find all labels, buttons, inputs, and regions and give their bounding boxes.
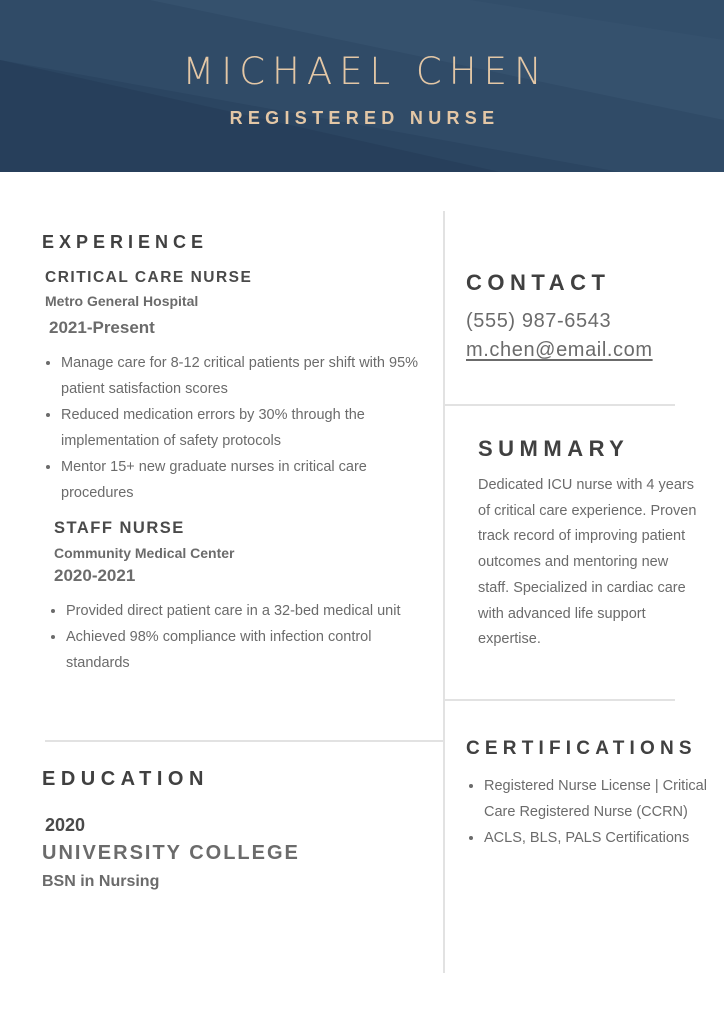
certifications-list	[468, 773, 708, 851]
education-school: UNIVERSITY COLLEGE	[42, 842, 300, 864]
contact-phone: (555) 987-6543	[466, 310, 612, 332]
contact-heading: CONTACT	[466, 270, 611, 295]
list-item: Provided direct patient care in a 32-bed medical unit	[50, 598, 410, 624]
summary-text: Dedicated ICU nurse with 4 years of critical care experience. Proven track record of improving patient outcomes and mentoring new staff. Specialized in cardiac care with advanced life support expertise.	[478, 477, 697, 648]
education-year: 2020	[45, 815, 86, 835]
job-dates: 2020-2021	[54, 566, 136, 585]
summary-certifications-divider	[445, 699, 675, 701]
education-heading: EDUCATION	[42, 768, 209, 790]
job-dates: 2021-Present	[49, 318, 155, 337]
job-bullet-list	[45, 350, 440, 506]
job-title: CRITICAL CARE NURSE	[45, 269, 253, 286]
job-bullet-list	[50, 598, 410, 676]
resume-header	[0, 0, 724, 172]
job-organization: Community Medical Center	[54, 545, 235, 561]
list-item: ACLS, BLS, PALS Certifications	[468, 825, 708, 851]
list-item: Manage care for 8-12 critical patients per shift with 95% patient satisfaction scores	[45, 350, 440, 402]
experience-heading: EXPERIENCE	[42, 232, 209, 252]
experience-education-divider	[45, 740, 444, 742]
contact-email-link[interactable]: m.chen@email.com	[466, 339, 653, 361]
list-item: Mentor 15+ new graduate nurses in critical care procedures	[45, 454, 440, 506]
job-title: STAFF NURSE	[54, 519, 185, 537]
education-degree: BSN in Nursing	[42, 873, 160, 890]
job-organization: Metro General Hospital	[45, 293, 199, 309]
summary-heading: SUMMARY	[478, 436, 630, 461]
list-item: Reduced medication errors by 30% through the implementation of safety protocols	[45, 402, 440, 454]
list-item: Achieved 98% compliance with infection control standards	[50, 624, 410, 676]
certifications-heading: CERTIFICATIONS	[466, 738, 697, 759]
column-divider	[443, 211, 445, 973]
candidate-role: REGISTERED NURSE	[229, 108, 500, 128]
candidate-name: MICHAEL CHEN	[182, 50, 549, 93]
contact-summary-divider	[445, 404, 675, 406]
list-item: Registered Nurse License | Critical Care Registered Nurse (CCRN)	[468, 773, 708, 825]
